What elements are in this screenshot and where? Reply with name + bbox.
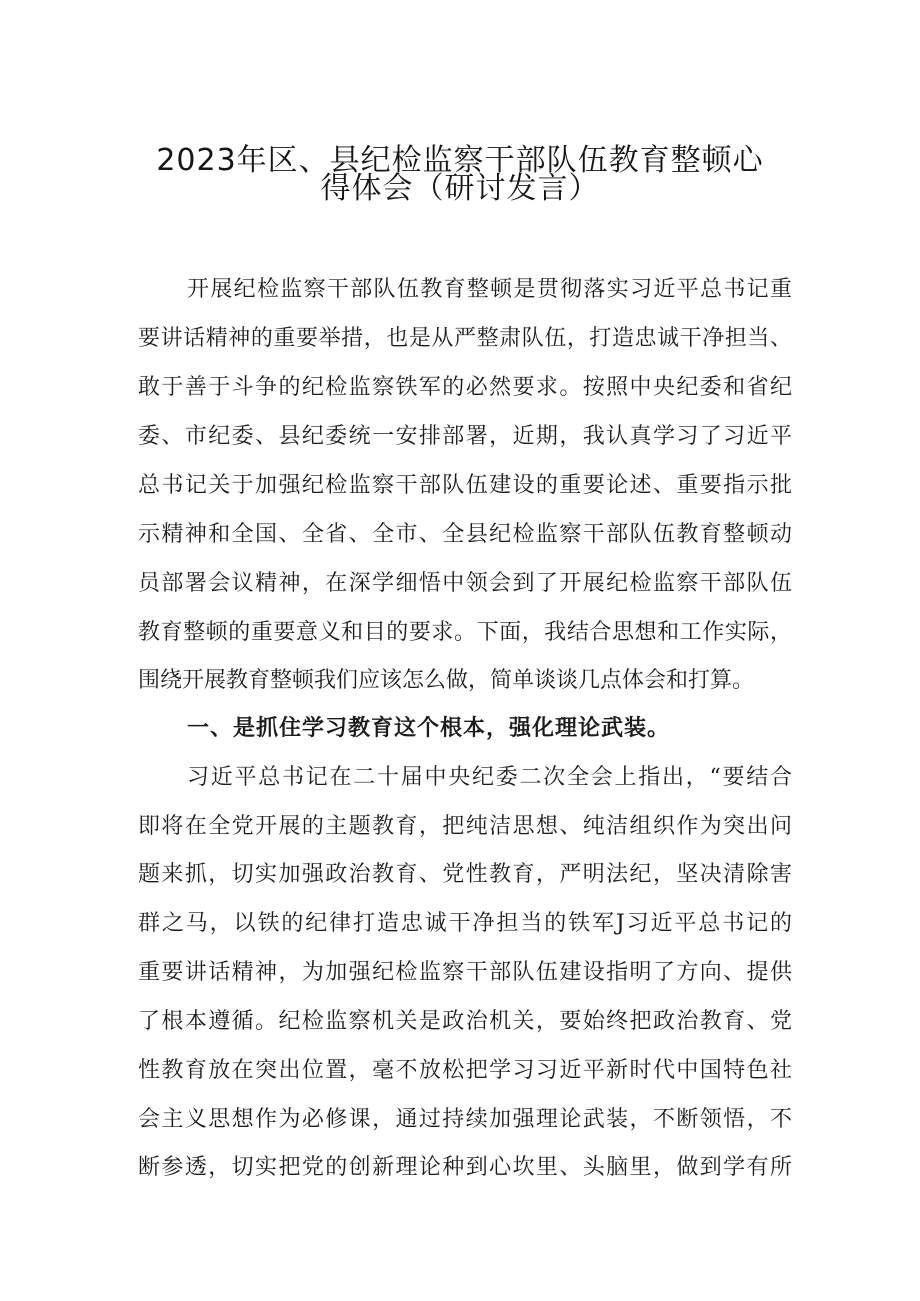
paragraph-1-line-2: 要讲话精神的重要举措，也是从严整肃队伍，打造忠诚干净担当、 [138, 326, 792, 351]
paragraph-2-line-3: 题来抓，切实加强政治教育、党性教育，严明法纪，坚决清除害 [138, 862, 792, 887]
paragraph-2-line-1: 习近平总书记在二十届中央纪委二次全会上指出，“要结合 [187, 765, 792, 790]
paragraph-2-line-6: 了根本遵循。纪检监察机关是政治机关，要始终把政治教育、党 [138, 1009, 792, 1034]
paragraph-2-line-7: 性教育放在突出位置，毫不放松把学习习近平新时代中国特色社 [138, 1058, 792, 1083]
paragraph-1-line-9: 围绕开展教育整顿我们应该怎么做，简单谈谈几点体会和打算。 [138, 668, 755, 693]
paragraph-1-line-5: 总书记关于加强纪检监察干部队伍建设的重要论述、重要指示批 [138, 473, 792, 498]
document-title-line-1: 2023年区、县纪检监察干部队伍教育整顿心 [156, 143, 764, 178]
paragraph-2-line-2: 即将在全党开展的主题教育，把纯洁思想、纯洁组织作为突出问 [138, 814, 792, 839]
paragraph-1-line-1: 开展纪检监察干部队伍教育整顿是贯彻落实习近平总书记重 [187, 277, 792, 302]
document-title-line-2: 得体会（研讨发言） [320, 171, 600, 206]
paragraph-1-line-4: 委、市纪委、县纪委统一安排部署，近期，我认真学习了习近平 [138, 424, 792, 449]
paragraph-2-line-5: 重要讲话精神，为加强纪检监察干部队伍建设指明了方向、提供 [138, 960, 792, 985]
paragraph-1-line-8: 教育整顿的重要意义和目的要求。下面，我结合思想和工作实际， [138, 620, 792, 645]
paragraph-2-line-8: 会主义思想作为必修课，通过持续加强理论武装，不断领悟，不 [138, 1107, 792, 1132]
paragraph-2-line-4: 群之马，以铁的纪律打造忠诚干净担当的铁军J习近平总书记的 [138, 911, 792, 936]
paragraph-2-line-9: 断参透，切实把党的创新理论种到心坎里、头脑里，做到学有所 [138, 1155, 792, 1180]
paragraph-1-line-3: 敢于善于斗争的纪检监察铁军的必然要求。按照中央纪委和省纪 [138, 375, 792, 400]
section-heading-1: 一、是抓住学习教育这个根本，强化理论武装。 [187, 716, 671, 741]
paragraph-1-line-7: 员部署会议精神，在深学细悟中领会到了开展纪检监察干部队伍 [138, 571, 792, 596]
paragraph-1-line-6: 示精神和全国、全省、全市、全县纪检监察干部队伍教育整顿动 [138, 522, 792, 547]
